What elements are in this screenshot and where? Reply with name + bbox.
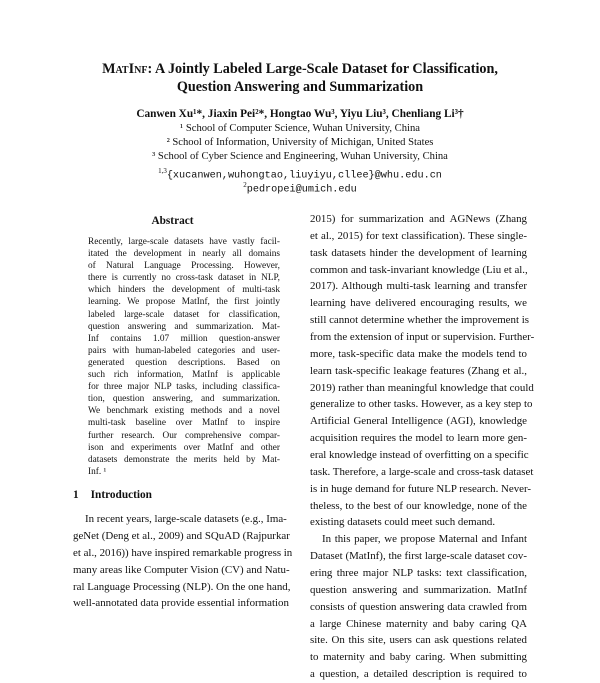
- text-line: question answering and summarization. MatInf: [310, 583, 527, 596]
- dataset-name: MatInf: [102, 61, 148, 77]
- abstract-line: question answering and summarization. Mat-: [88, 321, 280, 332]
- text-line: still cannot determine whether the improvement is: [310, 314, 529, 327]
- text-line: acquisition requires the model to learn more gen-: [310, 432, 527, 445]
- email-2: pedropei@umich.edu: [246, 184, 357, 196]
- text-line: In recent years, large-scale datasets (e.g., Ima-: [85, 513, 287, 525]
- abstract-line: We benchmark existing methods and a novel: [88, 406, 280, 417]
- text-line: more, task-specific data make the models tend to: [310, 347, 527, 360]
- abstract-line: Inf contains 1.07 million question-answer: [88, 333, 280, 344]
- text-line: many areas like Computer Vision (CV) and Natu-: [73, 563, 290, 576]
- paper-title-line-1: [50, 60, 550, 78]
- section-heading-introduction: [73, 489, 152, 501]
- abstract-line: generated question descriptions. Based on: [88, 357, 280, 368]
- text-line: learn task-specific leakage features (Zhang et al.,: [310, 364, 527, 377]
- abstract-line: for three major NLP tasks, including classifica-: [88, 382, 280, 393]
- abstract-heading: Abstract: [151, 215, 194, 227]
- abstract-line: of Natural Language Processing. However,: [88, 261, 280, 272]
- text-line: ral Language Processing (NLP). On the one hand,: [73, 580, 291, 593]
- abstract-line: tion, question answering, and summarization.: [88, 394, 280, 405]
- abstract-line: there is currently no cross-task dataset in NLP,: [88, 273, 280, 284]
- abstract-line: Inf. ¹: [88, 466, 107, 477]
- text-line: generalize to other tasks. However, as a key step to: [310, 398, 533, 411]
- right-column-text: [310, 211, 535, 683]
- email-2-superscript: 2: [243, 181, 247, 189]
- abstract-line: learning. We propose MatInf, the first jointly: [88, 297, 280, 308]
- text-line: common and task-invariant knowledge (Liu et al.,: [310, 263, 528, 276]
- email-1-superscript: 1,3: [158, 167, 167, 175]
- abstract-line: Recently, large-scale datasets have vastly facil-: [88, 237, 280, 247]
- text-line: site. On this site, users can ask questions related: [310, 634, 527, 647]
- text-line: 2019) rather than meaningful knowledge that could: [310, 381, 534, 394]
- text-line: task. Therefore, a large-scale and cross-task dataset: [310, 465, 534, 478]
- text-line: In this paper, we propose Maternal and Infant: [322, 533, 527, 546]
- abstract-line: such rich information, MatInf is applicable: [88, 370, 280, 381]
- text-line: well-annotated data provide essential information: [73, 597, 289, 610]
- text-line: to maternity and baby caring. When submitting: [310, 651, 527, 664]
- text-line: a question, a detailed description is required to: [310, 668, 527, 681]
- author-list: Canwen Xu¹*, Jiaxin Pei²*, Hongtao Wu³, Yiyu Liu³, Chenliang Li³†: [136, 108, 464, 120]
- affiliation-1: ¹ School of Computer Science, Wuhan University, China: [180, 123, 420, 134]
- abstract-line: which hinders the development of multi-task: [88, 285, 280, 296]
- text-line: et al., 2016)) have inspired remarkable progress in: [73, 546, 293, 559]
- text-line: ering three major NLP tasks: text classification,: [310, 567, 527, 580]
- affiliation-2: ² School of Information, University of Michigan, United States: [166, 137, 434, 148]
- text-line: Artificial General Intelligence (AGI), knowledge: [310, 415, 527, 428]
- abstract-line: ison and experiments over MatInf and other: [88, 442, 280, 453]
- text-line: task datasets hinder the development of learning: [310, 246, 527, 259]
- left-column-text: [73, 511, 293, 612]
- abstract-line: itated the development in nearly all domains: [88, 249, 280, 260]
- affiliation-3: ³ School of Cyber Science and Engineering, Wuhan University, China: [152, 151, 448, 162]
- abstract-body: [88, 236, 280, 478]
- paper-title-line-2: Question Answering and Summarization: [176, 79, 424, 95]
- email-1: {xucanwen,wuhongtao,liuyiyu,cllee}@whu.edu.cn: [166, 170, 442, 182]
- abstract-line: further research. Our comprehensive compar-: [88, 430, 280, 441]
- text-line: 2017). Although multi-task learning and transfer: [310, 280, 527, 293]
- abstract-line: multi-task baseline over MatInf to inspire: [88, 418, 280, 429]
- abstract-line: datasets demonstrate the merits held by Mat-: [88, 454, 280, 465]
- text-line: consists of question answering data crawled from: [310, 600, 527, 613]
- abstract-line: pairs with human-labeled categories and user-: [88, 345, 280, 356]
- text-line: Dataset (MatInf), the first large-scale dataset cov-: [310, 550, 527, 563]
- text-line: et al., 2015) for text classification). These single-: [310, 229, 527, 242]
- text-line: learning have delivered encouraging results, we: [310, 297, 527, 310]
- text-line: eral knowledge instead of overfitting on a specific: [310, 449, 529, 462]
- text-line: a large Chinese maternity and baby caring QA: [310, 617, 527, 630]
- text-line: existing datasets could meet such demand.: [310, 516, 496, 529]
- text-line: theless, to the best of our knowledge, none of the: [310, 499, 527, 512]
- title-line-1-rest: : A Jointly Labeled Large-Scale Dataset for Classification,: [147, 61, 498, 77]
- section-number: 1: [73, 489, 79, 501]
- text-line: 2015) for summarization and AGNews (Zhang: [310, 213, 527, 225]
- text-line: is in huge demand for future NLP research. Never-: [310, 482, 532, 495]
- text-line: from the extension of input or supervision. Further-: [310, 331, 535, 344]
- email-line-2: [40, 178, 560, 198]
- text-line: geNet (Deng et al., 2009) and SQuAD (Rajpurkar: [73, 529, 290, 542]
- abstract-line: labeled large-scale dataset for classification,: [88, 309, 280, 320]
- section-title: Introduction: [90, 489, 152, 501]
